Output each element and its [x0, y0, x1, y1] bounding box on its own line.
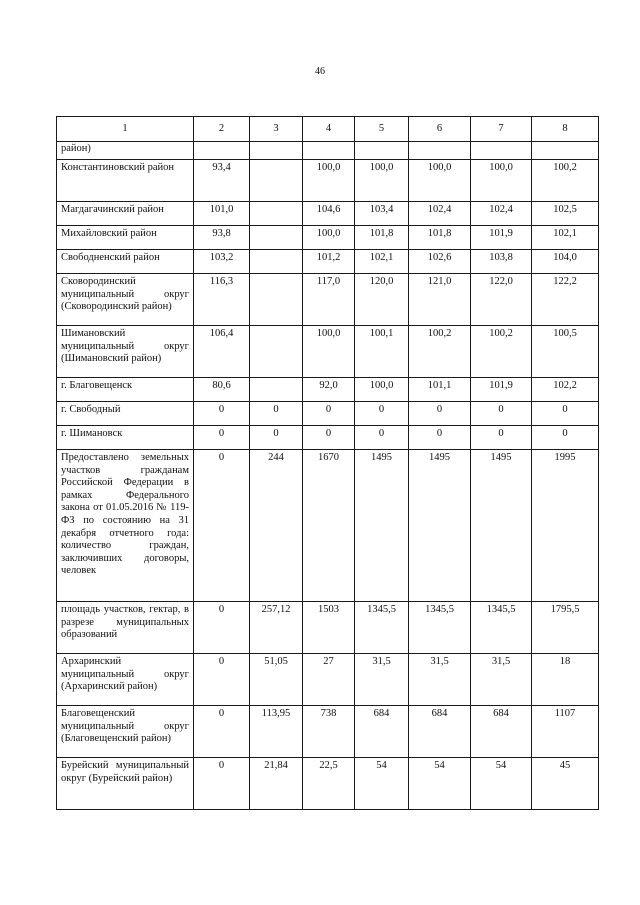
table-cell: 0 [471, 426, 532, 450]
table-cell: 116,3 [194, 274, 250, 326]
table-cell: 27 [303, 654, 355, 706]
table-cell: 100,0 [355, 378, 409, 402]
table-cell [194, 142, 250, 160]
table-cell: 100,0 [355, 160, 409, 202]
table-cell: 104,0 [532, 250, 599, 274]
table-cell: 1995 [532, 450, 599, 602]
column-header: 6 [409, 117, 471, 142]
table-row [57, 160, 599, 202]
table-cell: 1495 [409, 450, 471, 602]
table-cell: 121,0 [409, 274, 471, 326]
row-label: Архаринский муниципальный округ (Архаринский район) [57, 654, 194, 706]
table-row [57, 654, 599, 706]
table-cell: 100,0 [303, 226, 355, 250]
table-cell: 101,9 [471, 378, 532, 402]
table-cell: 738 [303, 706, 355, 758]
table-cell: 0 [194, 450, 250, 602]
table-cell: 0 [409, 426, 471, 450]
table-cell: 21,84 [250, 758, 303, 810]
table-cell: 100,2 [409, 326, 471, 378]
table-cell: 257,12 [250, 602, 303, 654]
table-cell: 0 [250, 426, 303, 450]
table-cell: 0 [194, 426, 250, 450]
column-header: 2 [194, 117, 250, 142]
row-label: г. Шимановск [57, 426, 194, 450]
table-row [57, 426, 599, 450]
table-cell: 122,0 [471, 274, 532, 326]
table-cell: 31,5 [471, 654, 532, 706]
table-body [57, 142, 599, 810]
table-cell: 0 [303, 426, 355, 450]
table-cell: 0 [194, 758, 250, 810]
row-label: Предоставлено земельных участков гражданам Российской Федерации в рамках Федерального закона от 01.05.2016 № 119-ФЗ по состоянию на 31 декабря отчетного года: количество граждан, заключивших договоры, человек [57, 450, 194, 602]
page-number: 46 [315, 66, 325, 77]
table-cell: 0 [250, 402, 303, 426]
table-cell: 80,6 [194, 378, 250, 402]
table-cell: 244 [250, 450, 303, 602]
table-cell [471, 142, 532, 160]
table-cell: 1345,5 [409, 602, 471, 654]
table-cell: 31,5 [409, 654, 471, 706]
table-cell [250, 326, 303, 378]
table-row [57, 758, 599, 810]
table-cell: 684 [409, 706, 471, 758]
table-cell: 102,4 [409, 202, 471, 226]
table-cell: 1345,5 [471, 602, 532, 654]
table-cell: 102,1 [532, 226, 599, 250]
column-header: 4 [303, 117, 355, 142]
table-cell: 92,0 [303, 378, 355, 402]
table-cell: 106,4 [194, 326, 250, 378]
table-cell: 103,2 [194, 250, 250, 274]
table-row [57, 274, 599, 326]
table-cell [355, 142, 409, 160]
table-cell: 103,4 [355, 202, 409, 226]
table-cell: 122,2 [532, 274, 599, 326]
table-row [57, 326, 599, 378]
table-cell: 0 [194, 654, 250, 706]
row-label: Михайловский район [57, 226, 194, 250]
table-cell: 100,0 [471, 160, 532, 202]
table-cell: 54 [355, 758, 409, 810]
table-cell: 1795,5 [532, 602, 599, 654]
table-cell: 18 [532, 654, 599, 706]
table-cell: 102,6 [409, 250, 471, 274]
column-header: 5 [355, 117, 409, 142]
row-label: г. Благовещенск [57, 378, 194, 402]
column-header: 7 [471, 117, 532, 142]
table-cell: 0 [532, 402, 599, 426]
table-cell: 101,8 [355, 226, 409, 250]
table-cell [250, 160, 303, 202]
table-cell: 113,95 [250, 706, 303, 758]
table-cell: 93,8 [194, 226, 250, 250]
table-cell [532, 142, 599, 160]
column-header: 3 [250, 117, 303, 142]
table-cell: 120,0 [355, 274, 409, 326]
table-cell: 1495 [355, 450, 409, 602]
table-row [57, 250, 599, 274]
row-label: площадь участков, гектар, в разрезе муниципальных образований [57, 602, 194, 654]
table-cell: 102,4 [471, 202, 532, 226]
table-cell [250, 250, 303, 274]
table-cell [250, 378, 303, 402]
data-table [56, 116, 599, 810]
table-cell [250, 202, 303, 226]
table-cell: 100,2 [471, 326, 532, 378]
table-cell [409, 142, 471, 160]
table-row [57, 402, 599, 426]
table-row [57, 602, 599, 654]
table-cell: 51,05 [250, 654, 303, 706]
table-cell: 1107 [532, 706, 599, 758]
table-cell: 0 [471, 402, 532, 426]
table-cell: 102,2 [532, 378, 599, 402]
table-cell: 102,1 [355, 250, 409, 274]
table-cell: 0 [532, 426, 599, 450]
table-cell: 684 [471, 706, 532, 758]
table-row [57, 142, 599, 160]
table-cell: 54 [471, 758, 532, 810]
row-label: Константиновский район [57, 160, 194, 202]
table-cell [250, 226, 303, 250]
table-cell: 117,0 [303, 274, 355, 326]
column-header: 1 [57, 117, 194, 142]
table-cell: 1345,5 [355, 602, 409, 654]
table-cell: 22,5 [303, 758, 355, 810]
table-row [57, 378, 599, 402]
row-label: г. Свободный [57, 402, 194, 426]
table-cell: 103,8 [471, 250, 532, 274]
table-row [57, 706, 599, 758]
table-cell: 1495 [471, 450, 532, 602]
table-cell [250, 274, 303, 326]
table-cell: 684 [355, 706, 409, 758]
table-row [57, 226, 599, 250]
table-cell: 93,4 [194, 160, 250, 202]
table-cell: 100,2 [532, 160, 599, 202]
table-cell: 31,5 [355, 654, 409, 706]
table-cell: 104,6 [303, 202, 355, 226]
row-label: Сковородинский муниципальный округ (Сковородинский район) [57, 274, 194, 326]
table-row [57, 450, 599, 602]
row-label: район) [57, 142, 194, 160]
table-cell: 101,1 [409, 378, 471, 402]
table-cell: 100,0 [409, 160, 471, 202]
table-cell: 1503 [303, 602, 355, 654]
table-cell [303, 142, 355, 160]
row-label: Бурейский муниципальный округ (Бурейский район) [57, 758, 194, 810]
table-cell: 45 [532, 758, 599, 810]
table-cell: 0 [355, 402, 409, 426]
column-header: 8 [532, 117, 599, 142]
table-cell: 0 [303, 402, 355, 426]
row-label: Шимановский муниципальный округ (Шимановский район) [57, 326, 194, 378]
table-cell: 54 [409, 758, 471, 810]
table-cell: 0 [355, 426, 409, 450]
table-cell: 100,0 [303, 160, 355, 202]
table-cell: 100,5 [532, 326, 599, 378]
table-cell: 101,0 [194, 202, 250, 226]
table-cell: 101,2 [303, 250, 355, 274]
table-cell: 101,9 [471, 226, 532, 250]
table-cell: 102,5 [532, 202, 599, 226]
row-label: Магдагачинский район [57, 202, 194, 226]
table-cell: 101,8 [409, 226, 471, 250]
table-cell: 0 [194, 402, 250, 426]
table-cell [250, 142, 303, 160]
table-cell: 0 [194, 602, 250, 654]
table-cell: 100,0 [303, 326, 355, 378]
header-row [57, 117, 599, 142]
table-cell: 1670 [303, 450, 355, 602]
row-label: Благовещенский муниципальный округ (Благовещенский район) [57, 706, 194, 758]
table-cell: 100,1 [355, 326, 409, 378]
table-cell: 0 [409, 402, 471, 426]
row-label: Свободненский район [57, 250, 194, 274]
table-cell: 0 [194, 706, 250, 758]
table-row [57, 202, 599, 226]
